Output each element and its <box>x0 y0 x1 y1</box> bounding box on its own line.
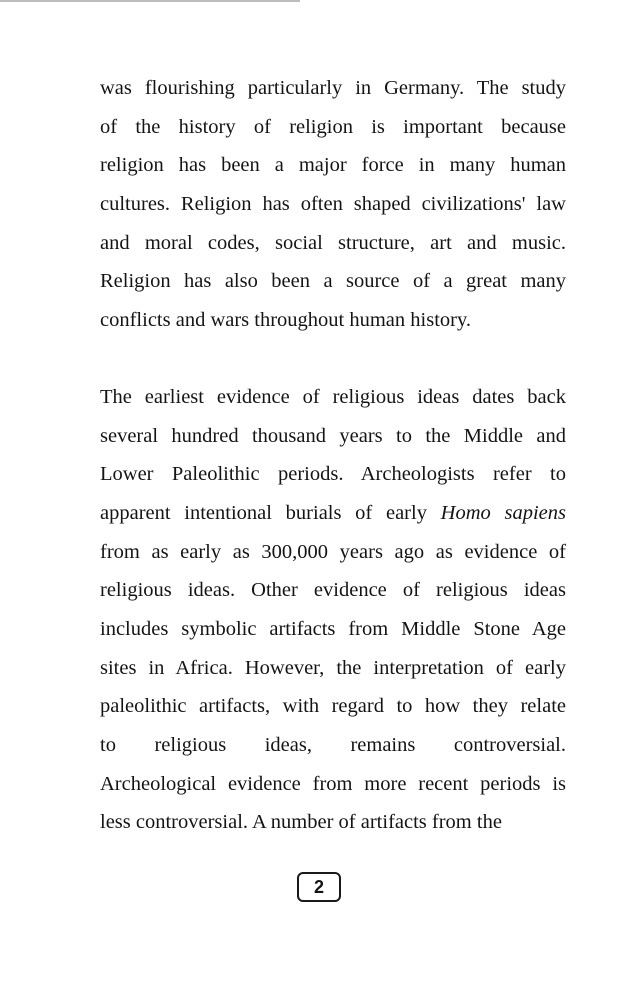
page-number: 2 <box>297 872 341 902</box>
paragraph <box>100 69 566 340</box>
text-line <box>100 69 566 108</box>
text-segment: conflicts and wars throughout human history. <box>100 309 472 332</box>
text-line <box>100 803 566 842</box>
text-segment: from as early as 300,000 years ago as evidence of <box>100 540 566 563</box>
text-line <box>100 765 566 804</box>
top-edge-rule <box>0 0 300 2</box>
text-line <box>100 224 566 263</box>
text-line <box>100 726 566 765</box>
text-line <box>100 533 566 572</box>
text-segment: religion has been a major force in many human <box>100 154 566 177</box>
text-line <box>100 301 566 340</box>
text-segment: The earliest evidence of religious ideas dates back <box>100 385 566 408</box>
body-text <box>100 69 566 842</box>
text-segment: of the history of religion is important because <box>100 115 566 138</box>
page-footer <box>0 872 638 902</box>
text-segment: less controversial. A number of artifacts from the <box>100 811 502 834</box>
paragraph-gap <box>100 340 566 378</box>
text-line <box>100 378 566 417</box>
text-segment: religious ideas. Other evidence of religious ideas <box>100 579 566 602</box>
paragraph <box>100 378 566 842</box>
text-line <box>100 417 566 456</box>
text-segment: Archeological evidence from more recent periods is <box>100 772 566 795</box>
text-line <box>100 571 566 610</box>
text-line <box>100 108 566 147</box>
text-segment: several hundred thousand years to the Middle and <box>100 424 566 447</box>
text-line <box>100 185 566 224</box>
italic-text: Homo sapiens <box>440 501 566 524</box>
text-segment: includes symbolic artifacts from Middle Stone Age <box>100 617 566 640</box>
text-segment: paleolithic artifacts, with regard to how they relate <box>100 695 566 718</box>
text-line <box>100 455 566 494</box>
text-segment: and moral codes, social structure, art and music. <box>100 231 566 254</box>
text-line <box>100 610 566 649</box>
text-segment: cultures. Religion has often shaped civilizations' law <box>100 193 566 216</box>
text-segment: Religion has also been a source of a great many <box>100 270 566 293</box>
text-line <box>100 146 566 185</box>
text-line <box>100 262 566 301</box>
text-segment: was flourishing particularly in Germany. The study <box>100 77 566 99</box>
text-line <box>100 494 566 533</box>
text-line <box>100 649 566 688</box>
text-line <box>100 687 566 726</box>
text-segment: Lower Paleolithic periods. Archeologists refer to <box>100 463 566 486</box>
text-segment: apparent intentional burials of early <box>100 501 441 524</box>
text-segment: sites in Africa. However, the interpretation of early <box>100 656 566 679</box>
text-segment: to religious ideas, remains controversial. <box>100 734 566 756</box>
